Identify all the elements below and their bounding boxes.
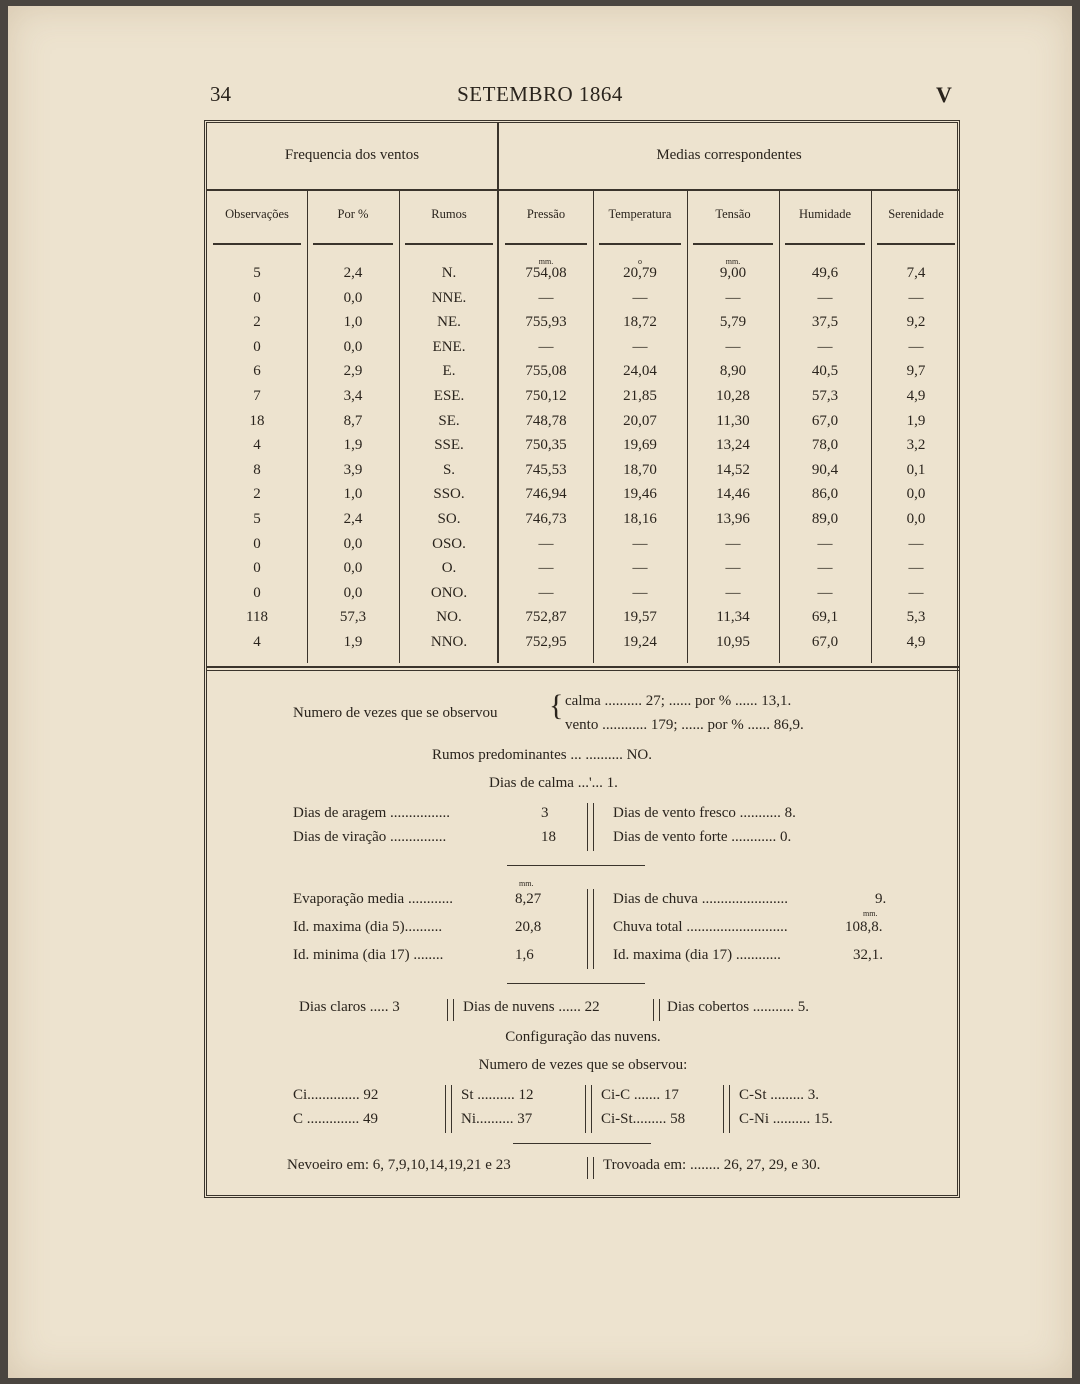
- nevoeiro: Nevoeiro em: 6, 7,9,10,14,19,21 e 23: [287, 1157, 511, 1173]
- chuva-total-value: 108,8.: [845, 919, 883, 935]
- cell-humidade: 69,1: [811, 609, 839, 626]
- id-minima-label: Id. minima (dia 17) ........: [293, 947, 444, 963]
- cell-tensao: 11,34: [716, 609, 750, 626]
- divider: [587, 889, 594, 969]
- table-row: [207, 462, 959, 486]
- divider: [587, 803, 594, 851]
- cell-rumos: ESE.: [433, 388, 465, 404]
- cell-pressao: 750,12: [525, 388, 567, 404]
- table-row: [207, 536, 959, 560]
- cell-por: 8,7: [343, 412, 363, 429]
- cell-temperatura: 21,85: [623, 388, 657, 404]
- dias-aragem-label: Dias de aragem ................: [293, 805, 451, 821]
- table-row: [207, 388, 959, 412]
- col-tensao: Tensão: [715, 207, 751, 221]
- cloud-st: St .......... 12: [461, 1087, 534, 1103]
- id-maxima-label: Id. maxima (dia 5)..........: [293, 919, 443, 935]
- col-observacoes: Observações: [225, 207, 289, 221]
- cloud-c-st: C-St ......... 3.: [739, 1087, 820, 1103]
- cell-temperatura: —: [632, 584, 648, 601]
- cell-temperatura: 18,72: [623, 314, 657, 331]
- cell-pressao: —: [538, 535, 554, 552]
- cell-humidade: —: [817, 560, 833, 577]
- cell-observacoes: 4: [253, 634, 261, 650]
- cell-rumos: O.: [441, 560, 457, 577]
- table-row: [207, 437, 959, 461]
- cell-humidade: 90,4: [811, 461, 839, 478]
- table-row: [207, 634, 959, 658]
- cell-humidade: —: [817, 584, 833, 601]
- cell-observacoes: 4: [253, 437, 261, 454]
- unit-tensao: mm.: [725, 257, 741, 266]
- cell-pressao: 750,35: [525, 437, 567, 454]
- cell-rumos: ONO.: [430, 584, 468, 601]
- dias-vento-forte: Dias de vento forte ............ 0.: [613, 829, 792, 845]
- cell-pressao: 755,93: [525, 314, 567, 331]
- cell-por: 0,0: [343, 289, 363, 306]
- dias-chuva-label: Dias de chuva .......................: [613, 891, 788, 907]
- cell-por: 1,0: [343, 486, 363, 503]
- table-row: [207, 511, 959, 535]
- unit-temperatura: o: [638, 257, 642, 266]
- cell-tensao: 8,90: [719, 363, 747, 380]
- cloud-ci-st: Ci-St......... 58: [601, 1111, 686, 1127]
- cell-rumos: N.: [441, 265, 457, 281]
- cell-observacoes: 0: [253, 289, 261, 306]
- page-number: 34: [210, 82, 231, 106]
- config-subtitle: Numero de vezes que se observou:: [478, 1057, 688, 1073]
- cell-observacoes: 8: [253, 461, 261, 478]
- cell-serenidade: 0,1: [906, 461, 926, 478]
- table-row: [207, 339, 959, 363]
- cell-serenidade: 3,2: [906, 437, 926, 454]
- cell-pressao: 748,78: [525, 412, 567, 429]
- cell-rumos: OSO.: [432, 535, 466, 552]
- cell-rumos: SE.: [438, 412, 460, 429]
- cell-tensao: 5,79: [719, 314, 747, 331]
- unit-pressao: mm.: [538, 257, 554, 266]
- brace: {: [549, 689, 564, 722]
- dias-calma: Dias de calma ...'... 1.: [489, 775, 618, 791]
- divider: [585, 1085, 592, 1133]
- cell-tensao: —: [725, 338, 741, 355]
- cell-humidade: 67,0: [811, 634, 839, 650]
- dias-viracao-value: 18: [541, 829, 556, 845]
- cell-pressao: —: [538, 584, 554, 601]
- cell-temperatura: —: [632, 338, 648, 355]
- cell-temperatura: —: [632, 535, 648, 552]
- group-header-frequencia: Frequencia dos ventos: [284, 147, 420, 163]
- dias-claros: Dias claros ..... 3: [299, 999, 400, 1015]
- cell-pressao: 755,08: [525, 363, 567, 380]
- data-frame: [204, 120, 960, 1198]
- cell-humidade: 89,0: [811, 511, 839, 527]
- col-temperatura: Temperatura: [608, 207, 672, 221]
- cell-pressao: 746,73: [525, 511, 567, 527]
- col-humidade: Humidade: [798, 207, 852, 221]
- cell-humidade: 57,3: [811, 388, 839, 404]
- rumos-predominantes: Rumos predominantes ... .......... NO.: [432, 747, 652, 763]
- cell-serenidade: —: [908, 338, 924, 355]
- cell-por: 0,0: [343, 584, 363, 601]
- cell-temperatura: 19,69: [623, 437, 657, 454]
- unit-mm-chuva: mm.: [863, 909, 878, 918]
- chuva-maxima-value: 32,1.: [853, 947, 883, 963]
- dias-aragem-value: 3: [541, 805, 549, 821]
- evaporacao-value: 8,27: [515, 891, 542, 907]
- cell-rumos: NE.: [437, 314, 461, 331]
- cell-rumos: SSO.: [433, 486, 465, 503]
- vento-line: vento ............ 179; ...... por % ...... 86,9.: [565, 717, 804, 733]
- cell-observacoes: 2: [253, 486, 261, 503]
- cell-observacoes: 118: [246, 609, 268, 626]
- cell-humidade: —: [817, 338, 833, 355]
- cell-humidade: 78,0: [811, 437, 839, 454]
- cell-por: 2,9: [343, 363, 363, 380]
- dias-viracao-label: Dias de viração ...............: [293, 829, 447, 845]
- cell-observacoes: 5: [253, 265, 261, 281]
- cell-temperatura: 20,07: [623, 412, 657, 429]
- divider: [447, 999, 454, 1021]
- volume-mark: V: [936, 82, 952, 107]
- cloud-ci: Ci.............. 92: [293, 1087, 379, 1103]
- cell-serenidade: —: [908, 535, 924, 552]
- divider: [587, 1157, 594, 1179]
- evaporacao-label: Evaporação media ............: [293, 891, 453, 907]
- cell-rumos: E.: [442, 363, 456, 380]
- cell-tensao: 14,46: [716, 486, 750, 503]
- cell-rumos: SSE.: [434, 437, 464, 454]
- cell-humidade: 67,0: [811, 412, 839, 429]
- cell-por: 0,0: [343, 338, 363, 355]
- cell-pressao: —: [538, 289, 554, 306]
- cell-temperatura: 24,04: [623, 363, 657, 380]
- cell-temperatura: 19,57: [623, 609, 657, 626]
- cell-rumos: ENE.: [432, 338, 466, 355]
- cell-tensao: 13,96: [716, 511, 750, 527]
- cell-tensao: 14,52: [716, 461, 750, 478]
- chuva-total-label: Chuva total ...........................: [613, 919, 788, 935]
- divider: [445, 1085, 452, 1133]
- page: [8, 6, 1072, 1378]
- cell-rumos: SO.: [437, 511, 461, 527]
- cell-por: 3,9: [343, 461, 363, 478]
- cell-por: 3,4: [343, 388, 363, 404]
- cell-temperatura: —: [632, 289, 648, 306]
- cell-humidade: 49,6: [811, 265, 839, 281]
- cell-tensao: 10,28: [716, 388, 750, 404]
- unit-mm-evaporacao: mm.: [519, 879, 534, 888]
- cloud-ni: Ni.......... 37: [461, 1111, 533, 1127]
- cell-por: 57,3: [339, 609, 367, 626]
- cloud-c-ni: C-Ni .......... 15.: [739, 1111, 833, 1127]
- cell-humidade: 37,5: [811, 314, 839, 331]
- cell-tensao: 9,00: [719, 265, 747, 281]
- dias-cobertos: Dias cobertos ........... 5.: [667, 999, 810, 1015]
- cell-serenidade: 9,2: [906, 314, 926, 331]
- page-title: SETEMBRO 1864: [457, 82, 623, 106]
- group-header-medias: Medias correspondentes: [656, 147, 802, 163]
- table-row: [207, 486, 959, 510]
- cell-serenidade: 0,0: [906, 486, 926, 503]
- divider: [653, 999, 660, 1021]
- dias-chuva-value: 9.: [875, 891, 887, 907]
- cell-observacoes: 6: [253, 363, 261, 380]
- cell-tensao: —: [725, 535, 741, 552]
- dias-nuvens: Dias de nuvens ...... 22: [463, 999, 600, 1015]
- col-serenidade: Serenidade: [888, 207, 944, 221]
- cell-observacoes: 0: [253, 560, 261, 577]
- table-row: [207, 290, 959, 314]
- table-row: [207, 585, 959, 609]
- cell-observacoes: 2: [253, 314, 261, 331]
- table-row: [207, 609, 959, 633]
- cell-temperatura: 18,16: [623, 511, 657, 527]
- cell-tensao: 11,30: [716, 412, 750, 429]
- cell-tensao: —: [725, 560, 741, 577]
- cell-por: 0,0: [343, 535, 363, 552]
- cell-humidade: 86,0: [811, 486, 839, 503]
- cell-humidade: —: [817, 289, 833, 306]
- chuva-maxima-label: Id. maxima (dia 17) ............: [613, 947, 781, 963]
- cloud-ci-c: Ci-C ....... 17: [601, 1087, 679, 1103]
- config-title: Configuração das nuvens.: [505, 1029, 661, 1045]
- col-por: Por %: [337, 207, 369, 221]
- cell-serenidade: —: [908, 560, 924, 577]
- cell-serenidade: 7,4: [906, 265, 926, 281]
- cell-observacoes: 0: [253, 584, 261, 601]
- page-header: [8, 80, 1072, 110]
- col-rumos: Rumos: [431, 207, 467, 221]
- cell-temperatura: —: [632, 560, 648, 577]
- cell-tensao: 10,95: [716, 634, 750, 650]
- cell-por: 2,4: [343, 265, 363, 281]
- calma-line: calma .......... 27; ...... por % ...... 13,1.: [565, 693, 792, 709]
- cell-pressao: 746,94: [525, 486, 567, 503]
- divider: [723, 1085, 730, 1133]
- id-maxima-value: 20,8: [515, 919, 542, 935]
- cell-rumos: S.: [442, 461, 456, 478]
- cell-humidade: 40,5: [811, 363, 839, 380]
- table-row: [207, 265, 959, 289]
- cell-rumos: NNO.: [430, 634, 468, 650]
- observed-label: Numero de vezes que se observou: [293, 705, 498, 721]
- cell-serenidade: 4,9: [906, 634, 926, 650]
- cell-observacoes: 5: [253, 511, 261, 527]
- cell-tensao: —: [725, 289, 741, 306]
- cell-serenidade: 0,0: [906, 511, 926, 527]
- cell-por: 1,9: [343, 634, 363, 650]
- cell-observacoes: 18: [249, 412, 265, 429]
- table-row: [207, 314, 959, 338]
- cell-temperatura: 20,79: [623, 265, 657, 281]
- table-row: [207, 363, 959, 387]
- cell-temperatura: 19,24: [623, 634, 657, 650]
- cell-serenidade: —: [908, 289, 924, 306]
- cell-observacoes: 0: [253, 338, 261, 355]
- cell-serenidade: 9,7: [906, 363, 926, 380]
- cloud-c: C .............. 49: [293, 1111, 379, 1127]
- cell-serenidade: 4,9: [906, 388, 926, 404]
- cell-pressao: 745,53: [525, 461, 567, 478]
- cell-por: 1,9: [343, 437, 363, 454]
- cell-tensao: 13,24: [716, 437, 750, 454]
- table-row: [207, 560, 959, 584]
- cell-pressao: 754,08: [525, 265, 567, 281]
- cell-serenidade: 5,3: [906, 609, 926, 626]
- cell-temperatura: 18,70: [623, 461, 657, 478]
- trovoada: Trovoada em: ........ 26, 27, 29, e 30.: [603, 1157, 821, 1173]
- cell-rumos: NO.: [436, 609, 462, 626]
- cell-por: 2,4: [343, 511, 363, 527]
- cell-serenidade: —: [908, 584, 924, 601]
- cell-rumos: NNE.: [431, 289, 467, 306]
- cell-serenidade: 1,9: [906, 412, 926, 429]
- cell-humidade: —: [817, 535, 833, 552]
- id-minima-value: 1,6: [515, 947, 534, 963]
- cell-por: 0,0: [343, 560, 363, 577]
- cell-pressao: —: [538, 338, 554, 355]
- cell-pressao: 752,87: [525, 609, 567, 626]
- cell-temperatura: 19,46: [623, 486, 657, 503]
- cell-pressao: —: [538, 560, 554, 577]
- dias-vento-fresco: Dias de vento fresco ........... 8.: [613, 805, 796, 821]
- table-row: [207, 413, 959, 437]
- cell-pressao: 752,95: [525, 634, 567, 650]
- cell-observacoes: 7: [253, 388, 261, 404]
- cell-observacoes: 0: [253, 535, 261, 552]
- cell-tensao: —: [725, 584, 741, 601]
- cell-por: 1,0: [343, 314, 363, 331]
- col-pressao: Pressão: [526, 207, 566, 221]
